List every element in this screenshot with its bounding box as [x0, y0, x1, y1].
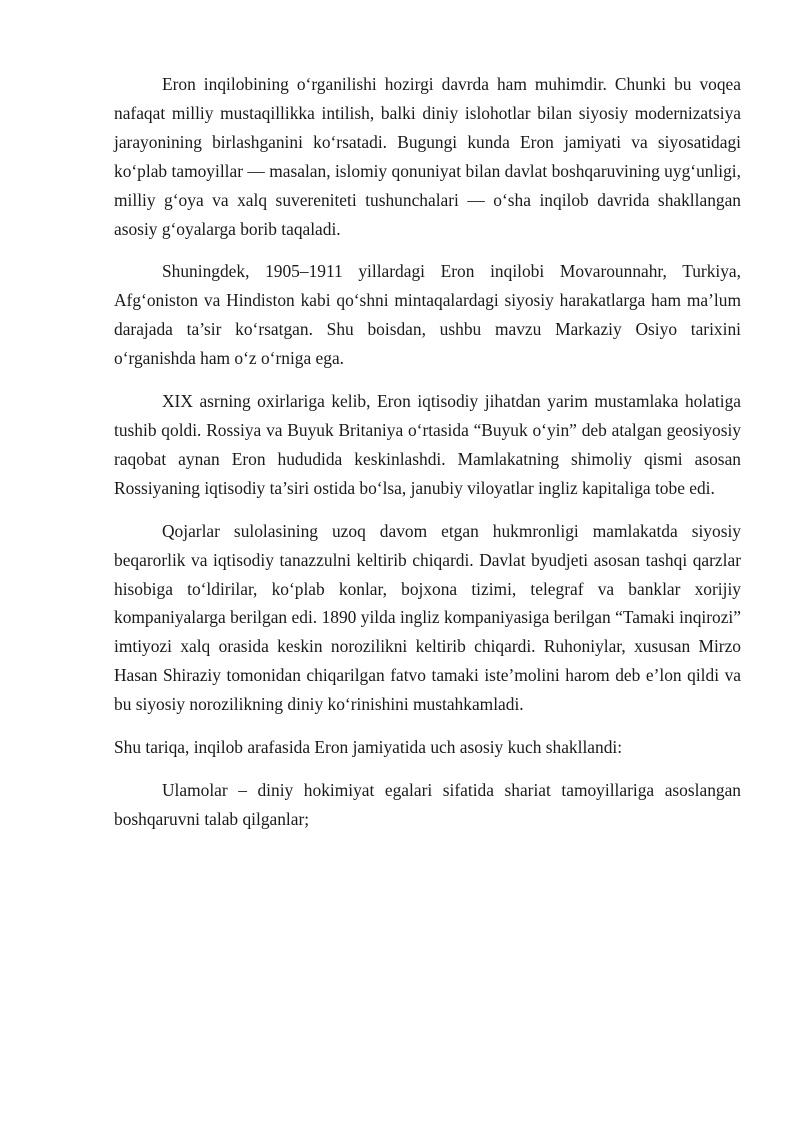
paragraph-three-forces: Shu tariqa, inqilob arafasida Eron jamiyatida uch asosiy kuch shakllandi:	[114, 737, 623, 758]
paragraph-economic-situation: XIX asrning oxirlariga kelib, Eron iqtisodiy jihatdan yarim mustamlaka holatiga tushib qoldi. Rossiya va Buyuk Britaniya o‘rtasida “Buyuk o‘yin” deb atalgan geosiyosiy raqobat aynan Eron hududida keskinlashdi. Mamlakatning shimoliy qismi asosan Rossiyaning iqtisodiy ta’siri ostida bo‘lsa, janubiy viloyatlar ingliz kapitaliga tobe edi.	[114, 391, 741, 498]
paragraph-importance: Eron inqilobining o‘rganilishi hozirgi davrda ham muhimdir. Chunki bu voqea nafaqat milliy mustaqillikka intilish, balki diniy islohotlar bilan siyosiy modernizatsiya jarayonining birlashganini ko‘rsatadi. Bugungi kunda Eron jamiyati va siyosatidagi ko‘plab tamoyillar — masalan, islomiy qonuniyat bilan davlat boshqaruvining uyg‘unligi, milliy g‘oya va xalq suvereniteti tushunchalari — o‘sha inqilob davrida shakllangan asosiy g‘oyalarga borib taqaladi.	[114, 74, 741, 239]
document-page	[114, 70, 741, 848]
paragraph-ulama: Ulamolar – diniy hokimiyat egalari sifatida shariat tamoyillariga asoslangan boshqaruvni talab qilganlar;	[114, 779, 741, 829]
paragraph-regional-influence: Shuningdek, 1905–1911 yillardagi Eron inqilobi Movarounnahr, Turkiya, Afg‘oniston va Hindiston kabi qo‘shni mintaqalardagi siyosiy harakatlarga ham ma’lum darajada ta’sir ko‘rsatgan. Shu boisdan, ushbu mavzu Markaziy Osiyo tarixini o‘rganishda ham o‘z o‘rniga ega.	[114, 261, 741, 369]
paragraph-qajar-rule: Qojarlar sulolasining uzoq davom etgan hukmronligi mamlakatda siyosiy beqarorlik va iqtisodiy tanazzulni keltirib chiqardi. Davlat byudjeti asosan tashqi qarzlar hisobiga to‘ldirilar, ko‘plab konlar, bojxona tizimi, telegraf va banklar xorijiy kompaniyalarga berilgan edi. 1890 yilda ingliz kompaniyasiga berilgan “Tamaki inqirozi” imtiyozi xalq orasida keskin norozilikni keltirib chiqardi. Ruhoniylar, xususan Mirzo Hasan Shiraziy tomonidan chiqarilgan fatvo tamaki iste’molini harom deb e’lon qildi va bu siyosiy norozilikning diniy ko‘rinishini mustahkamladi.	[114, 520, 741, 715]
